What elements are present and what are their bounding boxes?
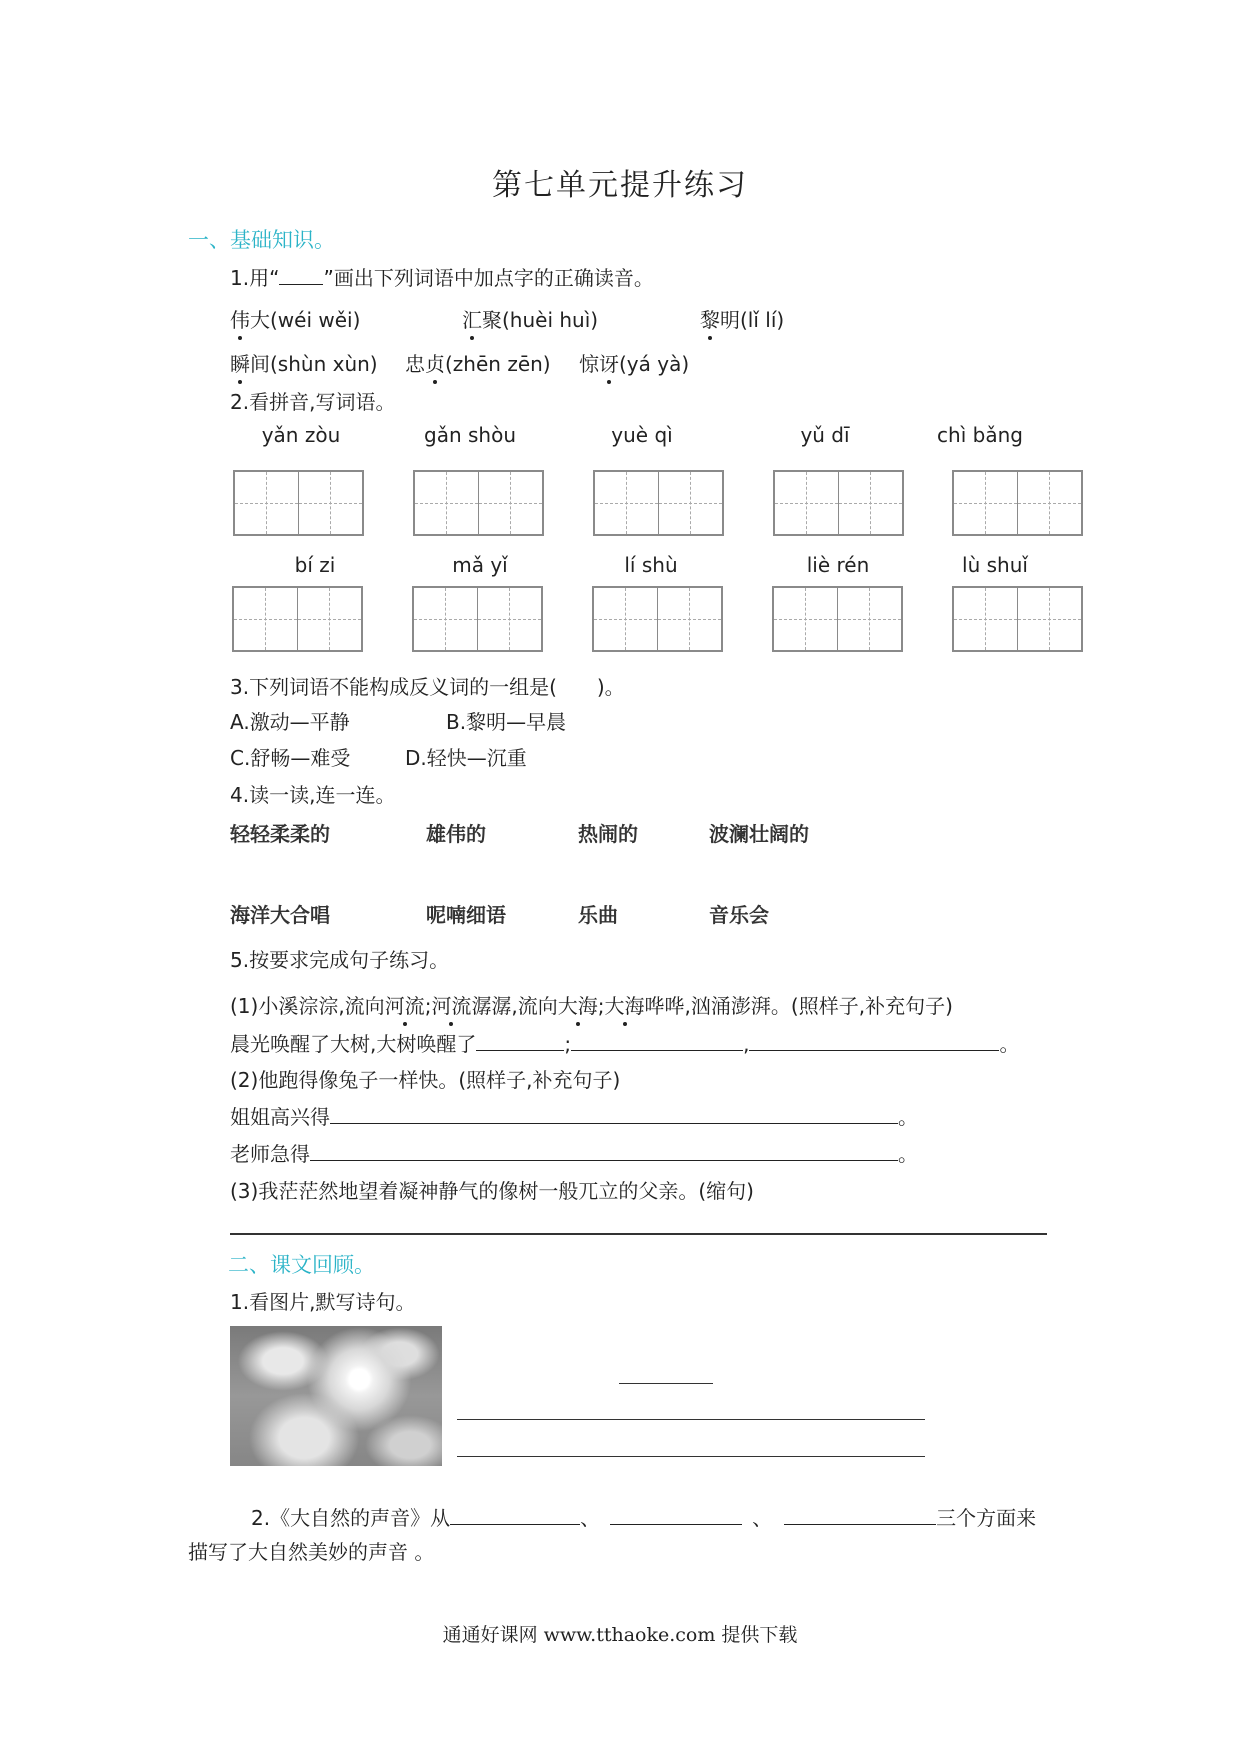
q1-dotted-char: 汇: [462, 304, 482, 333]
dotted-word: 大海: [605, 990, 645, 1019]
answer-blank[interactable]: [310, 1140, 898, 1161]
s2-q2-line2: 描写了大自然美妙的声音 。: [188, 1540, 435, 1564]
q4-left-word: 雄伟的: [426, 822, 486, 846]
text-segment: 潺潺,流向: [471, 994, 558, 1018]
fill-prefix: 姐姐高兴得: [230, 1105, 330, 1129]
pinyin-label: lí shù: [624, 553, 678, 577]
q3-option-d: D.轻快—沉重: [405, 746, 527, 770]
q1-item-pre: 忠: [405, 352, 425, 376]
s2-q1-prompt: 1.看图片,默写诗句。: [230, 1290, 416, 1314]
answer-blank[interactable]: [610, 1504, 742, 1525]
answer-blank[interactable]: [476, 1030, 564, 1051]
q1-item-3: [700, 304, 784, 333]
q1-item-text: 间(shùn xùn): [250, 352, 378, 376]
punct: 、: [752, 1506, 773, 1530]
q1-dotted-char: 贞: [425, 348, 445, 377]
writing-box[interactable]: [772, 586, 903, 652]
q1-item-text: (yá yà): [619, 352, 690, 376]
answer-blank[interactable]: [330, 1103, 898, 1124]
q1-item-text: 聚(huèi huì): [482, 308, 599, 332]
poem-title-line[interactable]: [619, 1383, 713, 1384]
q5-fill-line-3: [230, 1138, 918, 1167]
q3-option-b: B.黎明—早晨: [446, 710, 567, 734]
pinyin-label: gǎn shòu: [424, 423, 516, 447]
q1-item-1: [230, 304, 360, 333]
text-segment: (1)小溪淙淙,流向: [230, 994, 385, 1018]
q1-item-5: [405, 348, 551, 377]
writing-box[interactable]: [773, 470, 904, 536]
punct: 。: [898, 1105, 918, 1129]
punct: 。: [999, 1032, 1020, 1056]
poem-line[interactable]: [457, 1419, 925, 1420]
punct: 。: [898, 1142, 918, 1166]
q2-prompt: 2.看拼音,写词语。: [230, 390, 396, 414]
q4-left-word: 热闹的: [578, 822, 638, 846]
footer-text: 通通好课网 www.tthaoke.com 提供下载: [442, 1624, 798, 1646]
q1-item-text: (zhēn zēn): [445, 352, 551, 376]
q4-right-word: 海洋大合唱: [230, 903, 330, 927]
q5-sentence-2: (2)他跑得像兔子一样快。(照样子,补充句子): [230, 1068, 621, 1092]
pinyin-label: lù shuǐ: [962, 553, 1028, 577]
q4-prompt: 4.读一读,连一连。: [230, 783, 396, 807]
q1-item-2: [462, 304, 598, 333]
pinyin-label: yǔ dī: [800, 423, 850, 447]
writing-box[interactable]: [413, 470, 544, 536]
answer-blank[interactable]: [571, 1030, 743, 1051]
text-segment: 2.《大自然的声音》从: [251, 1506, 451, 1530]
writing-box[interactable]: [593, 470, 724, 536]
q1-dotted-char: 黎: [700, 304, 720, 333]
q1-dotted-char: 瞬: [230, 348, 250, 377]
answer-blank[interactable]: [450, 1504, 580, 1525]
punct: ,: [743, 1032, 750, 1056]
pinyin-label: yǎn zòu: [261, 423, 341, 447]
q1-prompt: [230, 262, 654, 291]
q5-fill-line-2: [230, 1101, 918, 1130]
q3-option-a: A.激动—平静: [230, 710, 350, 734]
writing-box[interactable]: [232, 586, 363, 652]
punct: ;: [564, 1032, 572, 1056]
text-segment: ;: [424, 994, 432, 1018]
q4-left-word: 轻轻柔柔的: [230, 822, 330, 846]
writing-box[interactable]: [592, 586, 723, 652]
q1-item-pre: 惊: [579, 352, 599, 376]
pinyin-label: chì bǎng: [937, 423, 1023, 447]
writing-box[interactable]: [233, 470, 364, 536]
punct: 、: [580, 1506, 601, 1530]
fill-prefix: 晨光唤醒了大树,大树唤醒了: [230, 1032, 477, 1056]
q5-sentence-3: (3)我茫茫然地望着凝神静气的像树一般兀立的父亲。(缩句): [230, 1179, 754, 1203]
answer-line[interactable]: [230, 1233, 1047, 1235]
q5-sentence-1: [230, 990, 953, 1019]
q4-right-word: 乐曲: [578, 903, 618, 927]
pinyin-label: yuè qì: [611, 423, 673, 447]
q1-underline-sample: [279, 264, 323, 285]
q4-left-word: 波澜壮阔的: [709, 822, 809, 846]
pinyin-label: mǎ yǐ: [452, 553, 508, 577]
pinyin-label: bí zi: [294, 553, 336, 577]
q1-dotted-char: 讶: [599, 348, 619, 377]
section-heading-review: 二、课文回顾。: [228, 1253, 375, 1277]
q5-fill-line-1: [230, 1028, 1019, 1057]
writing-box[interactable]: [952, 470, 1083, 536]
writing-box[interactable]: [412, 586, 543, 652]
q5-prompt: 5.按要求完成句子练习。: [230, 948, 450, 972]
q1-item-4: [230, 348, 378, 377]
q1-item-text: 大(wéi wěi): [250, 308, 361, 332]
q1-dotted-char: 伟: [230, 304, 250, 333]
dotted-word: 大海: [558, 990, 598, 1019]
q1-prompt-prefix: 1.用“: [230, 266, 280, 290]
poem-line[interactable]: [457, 1456, 925, 1457]
text-segment: 哗哗,汹涌澎湃。(照样子,补充句子): [644, 994, 953, 1018]
q4-right-word: 音乐会: [709, 903, 769, 927]
fill-prefix: 老师急得: [230, 1142, 310, 1166]
answer-blank[interactable]: [784, 1504, 936, 1525]
text-segment: ;: [597, 994, 605, 1018]
q4-right-word: 呢喃细语: [426, 903, 506, 927]
q3-option-c: C.舒畅—难受: [230, 746, 351, 770]
dotted-word: 河流: [431, 990, 471, 1019]
q3-prompt: 3.下列词语不能构成反义词的一组是( )。: [230, 675, 625, 699]
s2-q2-line1: [251, 1502, 1036, 1531]
q1-item-text: 明(lǐ lí): [720, 308, 785, 332]
text-segment: 三个方面来: [936, 1506, 1037, 1530]
answer-blank[interactable]: [749, 1030, 999, 1051]
sky-clouds-image: [230, 1326, 442, 1466]
pinyin-label: liè rén: [806, 553, 870, 577]
q1-prompt-suffix: ”画出下列词语中加点字的正确读音。: [323, 266, 654, 290]
page-title: 第七单元提升练习: [492, 168, 748, 203]
dotted-word: 河流: [385, 990, 425, 1019]
writing-box[interactable]: [952, 586, 1083, 652]
q1-item-6: [579, 348, 689, 377]
section-heading-basics: 一、基础知识。: [188, 228, 335, 252]
